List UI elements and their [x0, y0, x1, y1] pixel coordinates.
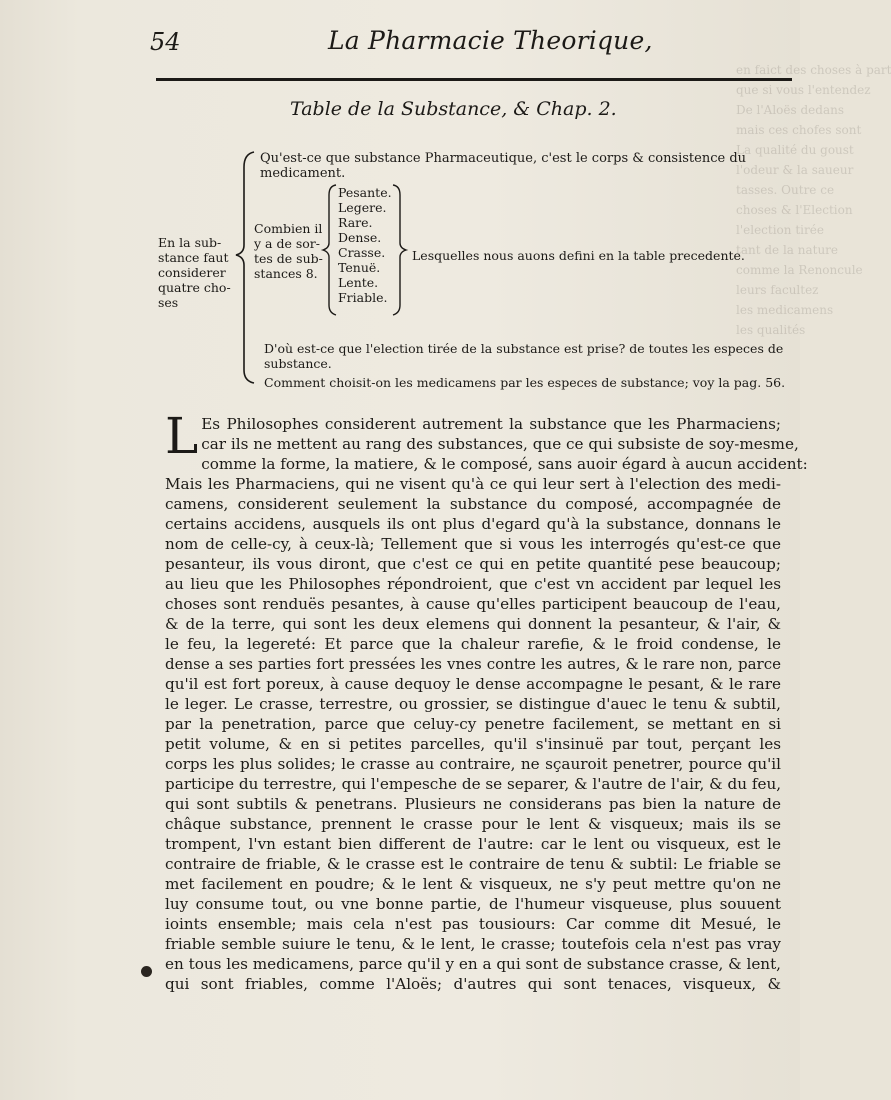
body-line: petit volume, & en si petites parcelles, qu'il s'insinuë par tout, perçant les — [165, 735, 781, 753]
body-line: Mais les Pharmaciens, qui ne visent qu'à ce qui leur sert à l'election des medi- — [165, 475, 781, 493]
kind-item: Dense. — [338, 230, 382, 245]
question-1-line: Qu'est-ce que substance Pharmaceutique, c'est le corps & consistence du — [260, 151, 747, 166]
body-line: met facilement en poudre; & le lent & visqueux, ne s'y peut mettre qu'on ne — [165, 875, 781, 893]
body-line: qui sont friables, comme l'Aloës; d'autres qui sont tenaces, visqueux, & — [165, 975, 781, 993]
bleed-line: mais ces chofes sont — [736, 123, 862, 137]
body-line: friable semble suiure le tenu, & le lent, le crasse; toutefois cela n'est pas vray — [165, 935, 781, 953]
body-line: le leger. Le crasse, terrestre, ou grossier, se distingue d'auec le tenu & subtil, — [165, 695, 781, 713]
body-line: pesanteur, ils vous diront, que c'est ce qui en petite quantité pese beaucoup; — [165, 555, 781, 573]
left-label-line: En la sub- — [158, 235, 222, 250]
question-2-line: stances 8. — [254, 266, 318, 281]
body-line: en tous les medicamens, parce qu'il y en a qui sont de substance crasse, & lent, — [165, 955, 782, 973]
kind-item: Pesante. — [338, 185, 392, 200]
bleed-line: les medicamens — [736, 303, 834, 317]
left-label-line: considerer — [158, 265, 226, 280]
kinds-list — [338, 185, 392, 305]
kind-item: Crasse. — [338, 245, 386, 260]
kinds-note: Lesquelles nous auons defini en la table precedente. — [412, 248, 745, 263]
main-brace — [236, 152, 254, 383]
body-line: choses sont renduës pesantes, à cause qu'elles participent beaucoup de l'eau, — [165, 595, 781, 613]
body-line: qu'il est fort poreux, à cause dequoy le dense accompagne le pesant, & le rare — [165, 675, 781, 693]
drop-cap: L — [165, 407, 199, 465]
body-line: contraire de friable, & le crasse est le contraire de tenu & subtil: Le friable se — [165, 855, 781, 873]
body-line: dense a ses parties fort pressées les vnes contre les autres, & le rare non, parce — [165, 655, 781, 673]
question-1 — [260, 151, 746, 181]
question-2-label — [254, 221, 323, 281]
body-line: au lieu que les Philosophes répondroient, que c'est vn accident par lequel les — [165, 575, 781, 593]
kind-item: Lente. — [338, 275, 379, 290]
page-number: 54 — [150, 28, 181, 56]
kinds-left-brace — [323, 185, 336, 315]
question-2-line: tes de sub- — [254, 251, 323, 266]
page-header — [150, 24, 798, 64]
kind-item: Tenuë. — [338, 260, 381, 275]
question-2-line: Combien il — [254, 221, 323, 236]
left-label-line: quatre cho- — [158, 280, 231, 295]
bleed-line: La qualité du goust — [736, 143, 854, 157]
body-line: camens, considerent seulement la substance du composé, accompagnée de — [165, 495, 781, 513]
bleed-line: tant de la nature — [736, 243, 839, 257]
left-label-line: stance faut — [158, 250, 229, 265]
body-line: comme la forme, la matiere, & le composé, sans auoir égard à aucun accident: — [201, 455, 808, 473]
body-line: car ils ne mettent au rang des substances, que ce qui subsiste de soy-mesme, — [201, 435, 799, 453]
body-line: luy consume tout, ou vne bonne partie, de l'humeur visqueuse, plus souuent — [165, 895, 781, 913]
kind-item: Rare. — [338, 215, 373, 230]
body-line: participe du terrestre, qui l'empesche de se separer, & l'autre de l'air, & du feu, — [165, 775, 782, 793]
question-3 — [264, 341, 783, 371]
body-line: & de la terre, qui sont les deux elemens qui donnent la pesanteur, & l'air, & — [165, 615, 781, 633]
question-3-line: D'où est-ce que l'election tirée de la substance est prise? de toutes les especes de — [264, 341, 784, 356]
bleed-line: choses & l'Election — [736, 203, 853, 217]
question-4: Comment choisit-on les medicamens par les especes de substance; voy la pag. 56. — [264, 375, 786, 390]
bleed-line: comme la Renoncule — [736, 263, 863, 277]
body-line: qui sont subtils & penetrans. Plusieurs ne considerans pas bien la nature de — [165, 795, 781, 813]
bleed-line: que si vous l'entendez — [736, 83, 871, 97]
question-2-line: y a de sor- — [254, 236, 320, 251]
body-lines — [165, 407, 808, 994]
left-label — [158, 235, 231, 310]
bleed-line: leurs facultez — [736, 283, 819, 297]
body-line: le feu, la legereté: Et parce que la chaleur rarefie, & le froid condense, le — [165, 635, 781, 653]
body-line: trompent, l'vn estant bien different de l'autre: car le lent ou visqueux, est le — [165, 835, 781, 853]
question-3-line: substance. — [264, 356, 332, 371]
kind-item: Legere. — [338, 200, 387, 215]
bleed-line: en faict des choses à part — [736, 63, 891, 77]
kind-item: Friable. — [338, 290, 388, 305]
body-line: par la penetration, parce que celuy-cy penetre facilement, se mettant en si — [165, 715, 781, 733]
kinds-right-brace — [393, 185, 406, 315]
table-title: Table de la Substance, & Chap. 2. — [290, 98, 617, 120]
header-rule — [156, 78, 792, 81]
ink-blot — [141, 966, 152, 977]
running-title: La Pharmacie Theorique, — [328, 26, 653, 55]
bleed-line: De l'Aloës dedans — [736, 103, 844, 117]
bleed-line: l'odeur & la saueur — [736, 163, 854, 177]
body-line: châque substance, prennent le crasse pour le lent & visqueux; mais ils se — [165, 815, 781, 833]
bleed-line: l'election tirée — [736, 223, 824, 237]
body-text — [165, 407, 808, 994]
question-1-line: medicament. — [260, 166, 346, 181]
body-line: nom de celle-cy, à ceux-là; Tellement que si vous les interrogés qu'est-ce que — [165, 535, 781, 553]
left-label-line: ses — [158, 295, 179, 310]
body-line: ioints ensemble; mais cela n'est pas tousiours: Car comme dit Mesué, le — [165, 915, 781, 933]
bleed-line: tasses. Outre ce — [736, 183, 835, 197]
body-line: corps les plus solides; le crasse au contraire, ne sçauroit penetrer, pource qu'il — [165, 755, 781, 773]
body-line: Es Philosophes considerent autrement la substance que les Pharmaciens; — [201, 415, 781, 433]
body-line: certains accidens, ausquels ils ont plus d'egard qu'à la substance, donnans le — [165, 515, 781, 533]
bleed-line: les qualités — [736, 323, 806, 337]
synoptic-table — [150, 145, 800, 395]
